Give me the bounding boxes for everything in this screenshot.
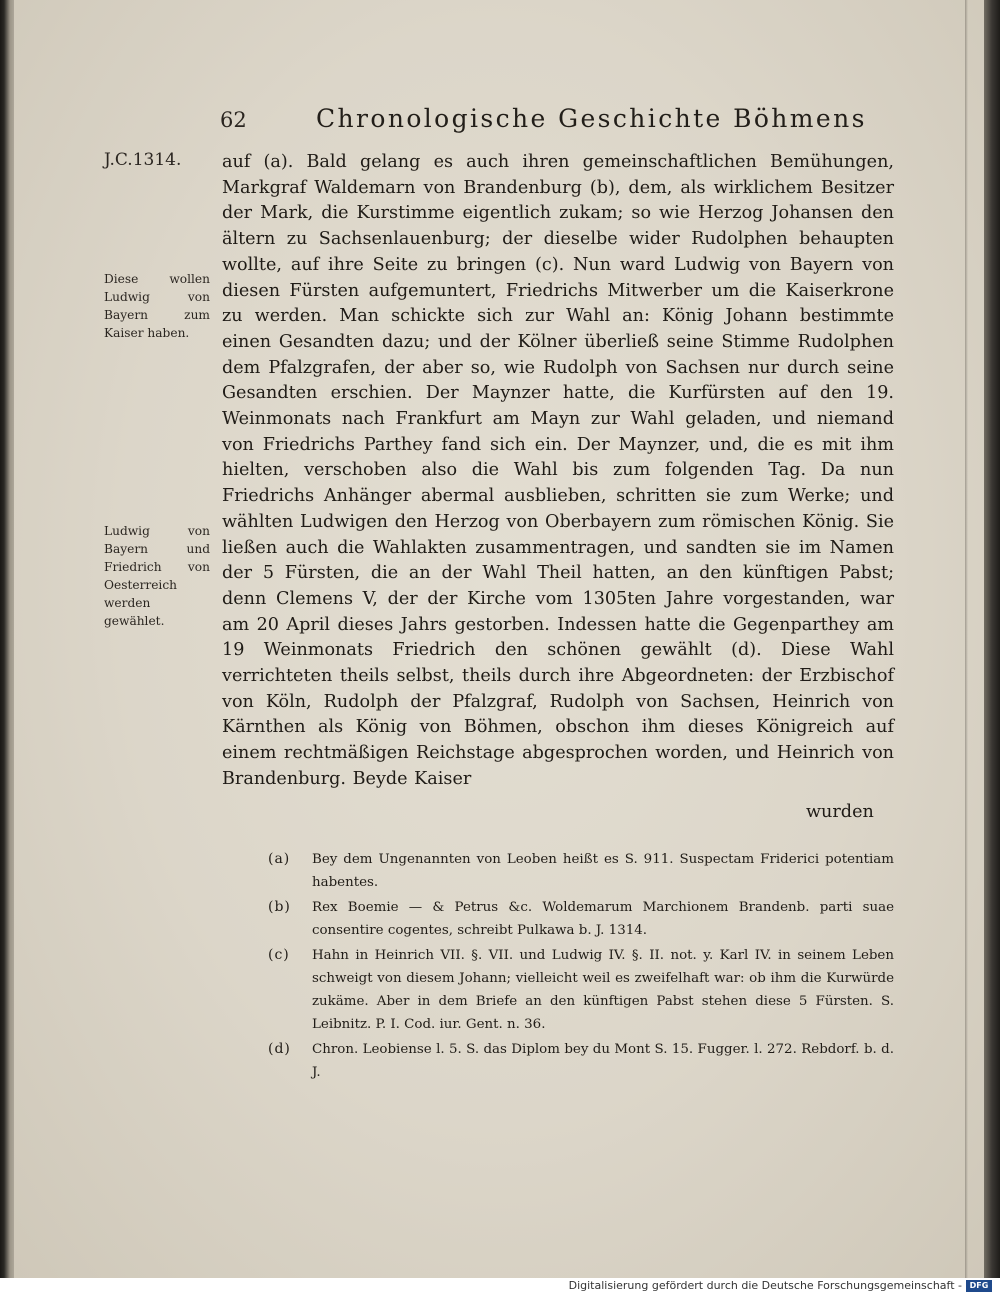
dfg-logo-icon: DFG — [966, 1280, 992, 1292]
footnotes — [268, 848, 894, 1086]
footnote-b — [268, 896, 894, 942]
footnote-marker: (c) — [268, 947, 290, 963]
footnote-text: Chron. Leobiense l. 5. S. das Diplom bey du Mont S. 15. Fugger. l. 272. Rebdorf. b. d. J. — [312, 1042, 894, 1080]
footnote-marker: (a) — [268, 851, 291, 867]
footnote-text: Rex Boemie — & Petrus &c. Woldemarum Marchionem Brandenb. parti suae consentire cogentes, schreibt Pulkawa b. J. 1314. — [312, 900, 894, 938]
page-edge-shadow — [965, 0, 968, 1278]
footnote-marker: (d) — [268, 1041, 291, 1057]
main-text: auf (a). Bald gelang es auch ihren gemeinschaftlichen Bemühungen, Markgraf Waldemarn von Brandenburg (b), dem, als wirklichem Besitzer der Mark, die Kurstimme eigentlich zukam; so wie Herzog Johansen den ältern zu Sachsenlauenburg; der dieselbe wider Rudolphen behaupten wollte, auf ihre Seite zu bringen (c). Nun ward Ludwig von Bayern von diesen Fürsten aufgemuntert, Friedrichs Mitwerber um die Kaiserkrone zu werden. Man schickte sich zur Wahl an: König Johann bestimmte einen Gesandten dazu; und der Kölner überließ seine Stimme Rudolphen dem Pfalzgrafen, der aber so, wie Rudolph von Sachsen nur durch seine Gesandten erschien. Der Maynzer hatte, die Kurfürsten auf den 19. Weinmonats nach Frankfurt am Mayn zur Wahl geladen, und niemand von Friedrichs Parthey fand sich ein. Der Maynzer, und, die es mit ihm hielten, verschoben also die Wahl bis zum folgenden Tag. Da nun Friedrichs Anhänger abermal ausblieben, schritten sie zum Werke; und wählten Ludwigen den Herzog von Oberbayern zum römischen König. Sie ließen auch die Wahlakten zusammentragen, und sandten sie im Namen der 5 Fürsten, die an der Wahl Theil hatten, an den künftigen Pabst; denn Clemens V, der der Kirche vom 1305ten Jahre vorgestanden, war am 20 April dieses Jahrs gestorben. Indessen hatte die Gegenparthey am 19 Weinmonats Friedrich den schönen gewählt (d). Diese Wahl verrichteten theils selbst, theils durch ihre Abgeordneten: der Erzbischof von Köln, Rudolph der Pfalzgraf, Rudolph von Sachsen, Heinrich von Kärnthen als König von Böhmen, obschon ihm dieses Königreich auf einem rechtmäßigen Reichstage abgesprochen worden, und Heinrich von Brandenburg. Beyde Kaiser — [222, 152, 894, 789]
footnote-marker: (b) — [268, 899, 291, 915]
footnote-a — [268, 848, 894, 894]
dfg-credit: Digitalisierung gefördert durch die Deutsche Forschungsgemeinschaft - — [568, 1279, 962, 1292]
page-title: Chronologische Geschichte Böhmens — [316, 104, 867, 133]
margin-year: J.C.1314. — [104, 150, 182, 170]
catchword: wurden — [806, 802, 874, 822]
footnote-text: Bey dem Ungenannten von Leoben heißt es S. 911. Suspectam Friderici potentiam habentes. — [312, 852, 894, 890]
page-number: 62 — [220, 108, 247, 132]
margin-note-2: Ludwig von Bayern und Friedrich von Oesterreich werden gewählet. — [104, 524, 210, 628]
footnote-d — [268, 1038, 894, 1084]
running-head — [0, 102, 1000, 142]
margin-note-1: Diese wollen Ludwig von Bayern zum Kaiser haben. — [104, 272, 210, 340]
footnote-text: Hahn in Heinrich VII. §. VII. und Ludwig IV. §. II. not. y. Karl IV. in seinem Leben schweigt von diesem Johann; vielleicht weil es zweifelhaft war: ob ihm die Kurwürde zukäme. Aber in dem Briefe an den künftigen Pabst stehen diese 5 Fürsten. S. Leibnitz. P. I. Cod. iur. Gent. n. 36. — [312, 948, 894, 1032]
footnote-c — [268, 944, 894, 1036]
digitization-footer — [0, 1278, 1000, 1295]
